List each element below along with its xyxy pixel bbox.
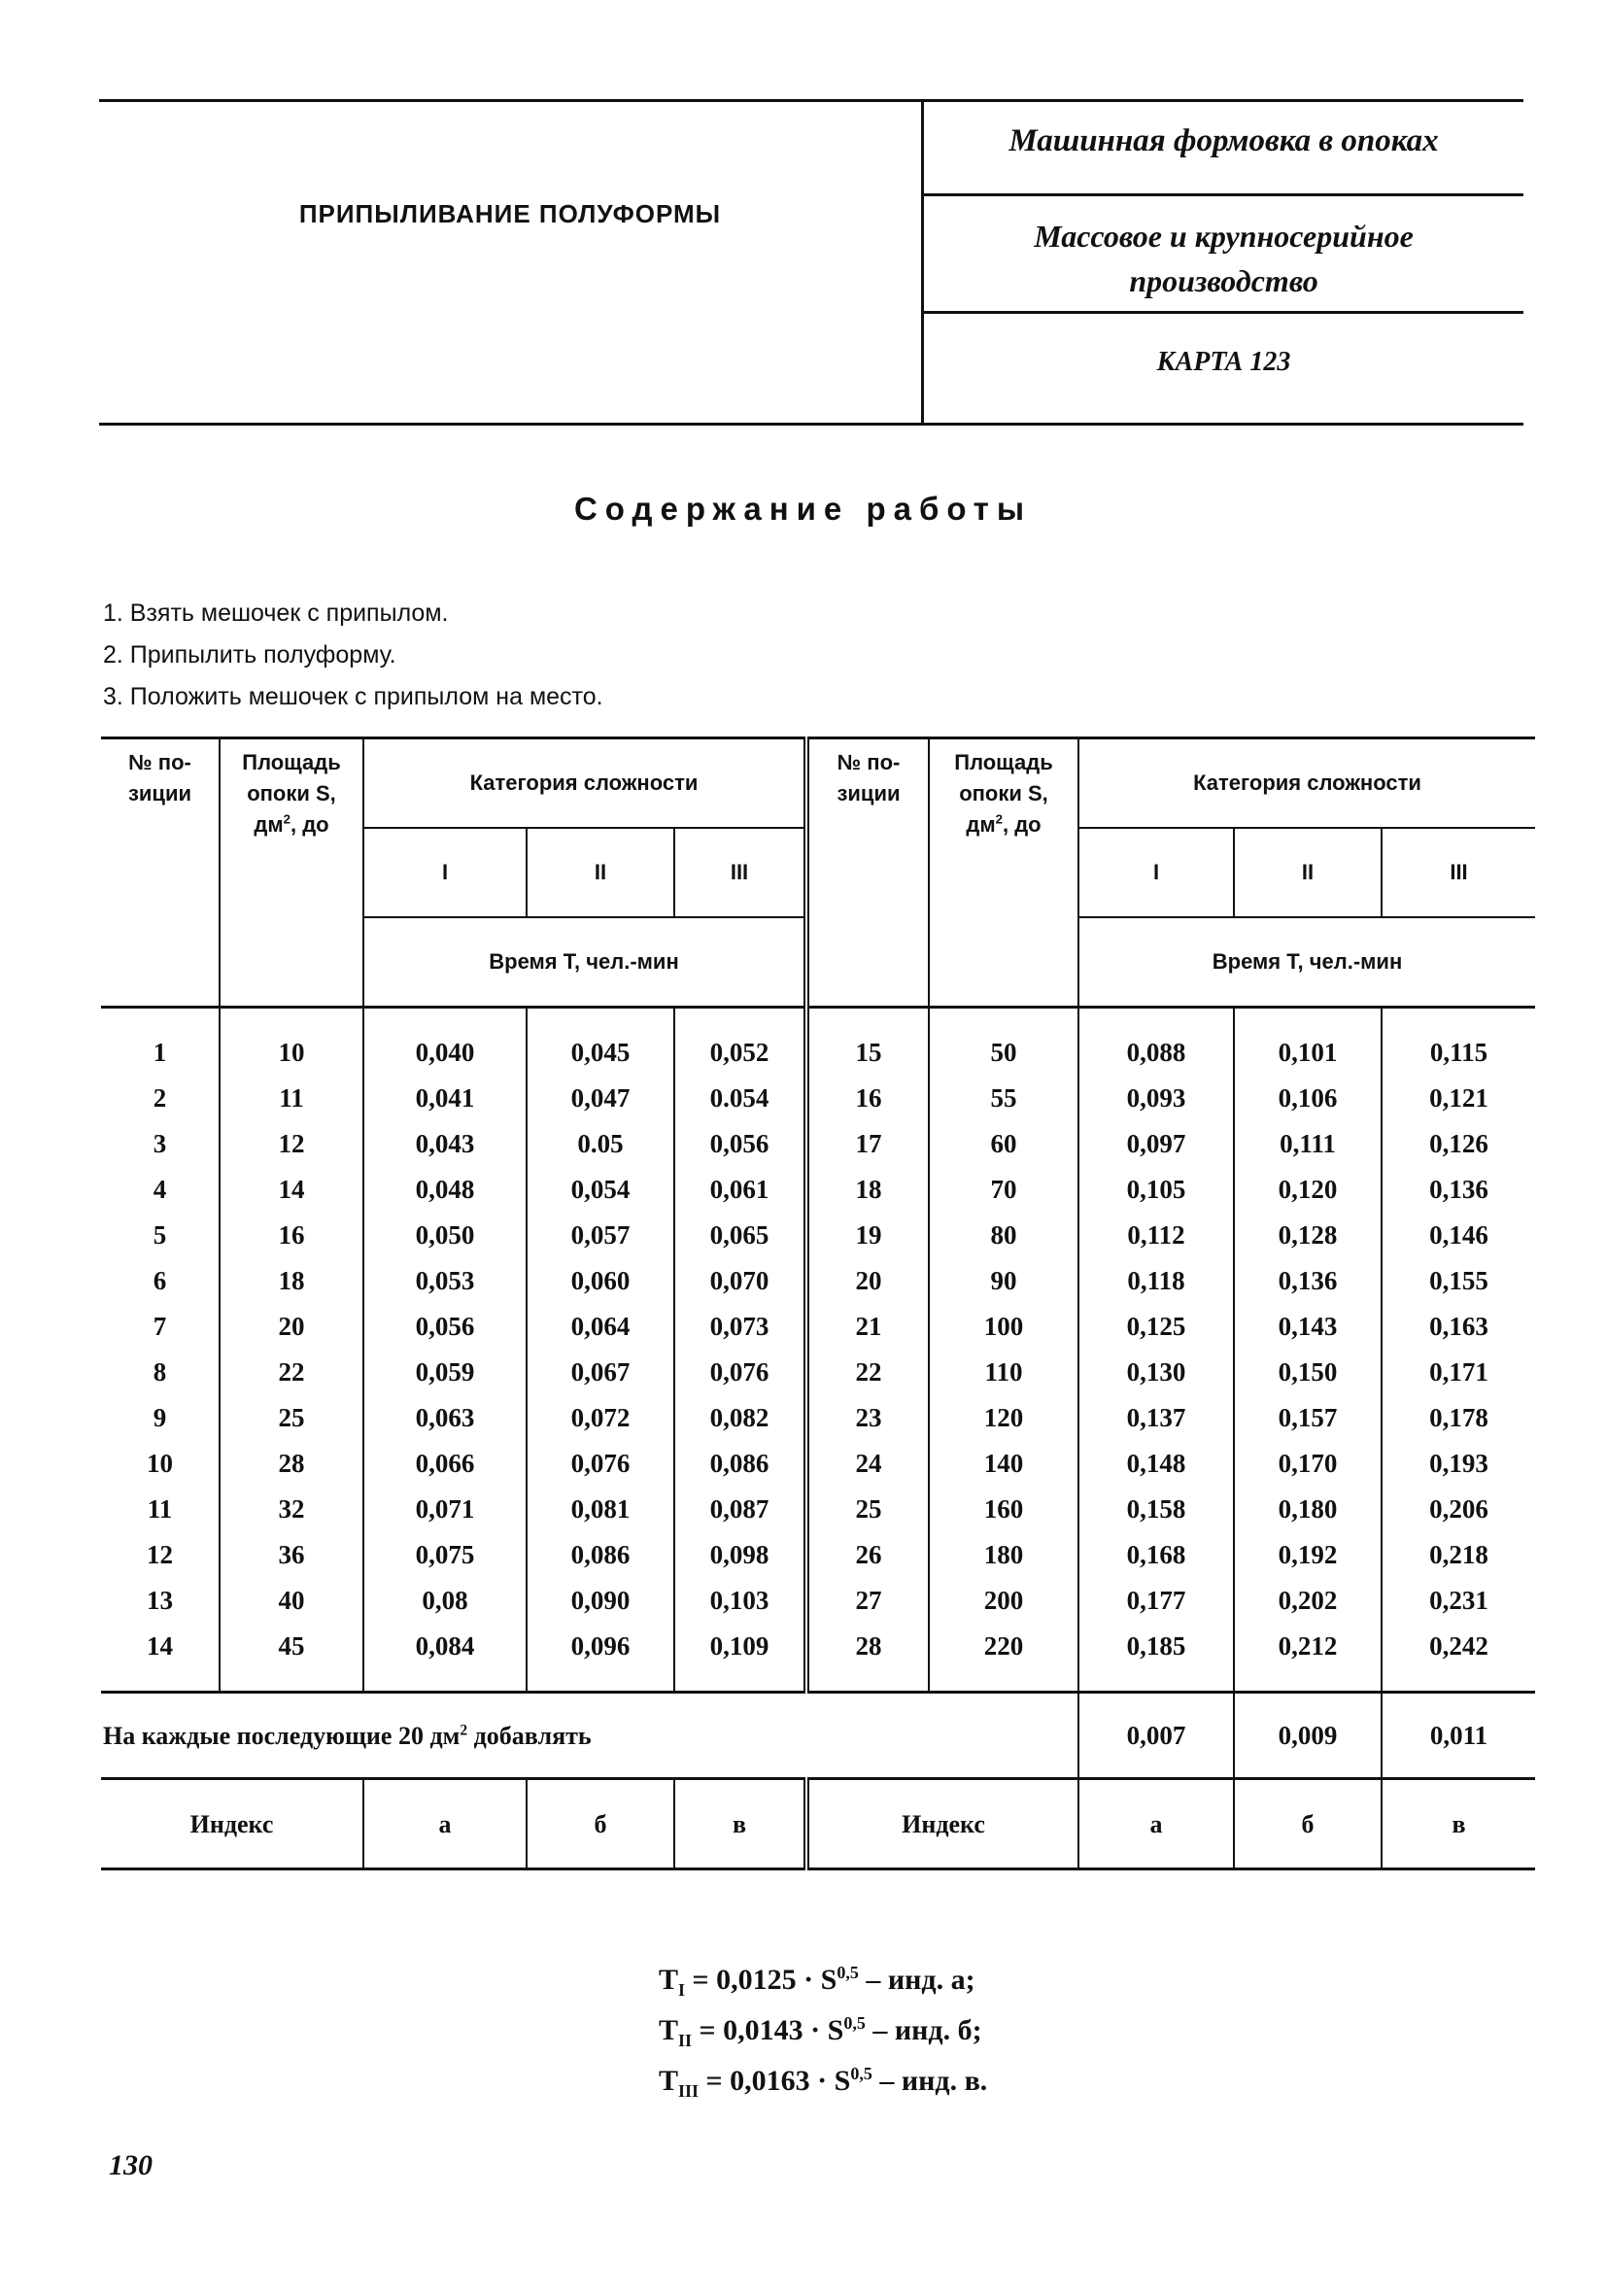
section-title: Содержание работы	[573, 491, 1033, 527]
cell-time-cat-2: 0,101	[1234, 1008, 1382, 1077]
formula-body: = 0,0125 · S	[685, 1964, 837, 1996]
index-value-a: а	[363, 1779, 527, 1869]
formula-exp: 0,5	[850, 2064, 872, 2083]
header-area-line-3	[222, 809, 360, 840]
cell-time-cat-1: 0,043	[363, 1121, 527, 1167]
index-value-a: а	[1078, 1779, 1234, 1869]
cell-time-cat-1: 0,063	[363, 1395, 527, 1441]
cell-time-cat-2: 0,111	[1234, 1121, 1382, 1167]
cell-area: 32	[220, 1487, 363, 1532]
time-norms-table	[101, 737, 1535, 1870]
cell-time-cat-3: 0,086	[674, 1441, 806, 1487]
card-header	[99, 99, 1523, 426]
cell-area: 20	[220, 1304, 363, 1350]
cell-area: 90	[929, 1258, 1078, 1304]
cell-position: 6	[101, 1258, 220, 1304]
header-category-1: I	[363, 828, 527, 917]
header-position	[101, 738, 220, 1008]
cell-time-cat-1: 0,040	[363, 1008, 527, 1077]
cell-time-cat-3: 0,073	[674, 1304, 806, 1350]
cell-time-cat-1: 0,088	[1078, 1008, 1234, 1077]
table-row	[101, 1487, 1535, 1532]
cell-time-cat-1: 0,105	[1078, 1167, 1234, 1213]
index-label: Индекс	[806, 1779, 1078, 1869]
unit-exponent: 2	[283, 811, 290, 827]
table-row	[101, 1121, 1535, 1167]
formula-index: – инд. в.	[871, 2065, 988, 2097]
cell-time-cat-2: 0,202	[1234, 1578, 1382, 1624]
cell-time-cat-1: 0,185	[1078, 1624, 1234, 1693]
cell-position: 1	[101, 1008, 220, 1077]
header-category-3: III	[674, 828, 806, 917]
cell-time-cat-1: 0,130	[1078, 1350, 1234, 1395]
formula-1	[659, 1955, 987, 2005]
cell-time-cat-2: 0,096	[527, 1624, 674, 1693]
formula-sub: III	[678, 2081, 700, 2101]
production-type-line-2: производство	[1129, 263, 1318, 298]
cell-time-cat-3: 0.054	[674, 1076, 806, 1121]
cell-time-cat-1: 0,050	[363, 1213, 527, 1258]
table-row	[101, 1167, 1535, 1213]
cell-position: 8	[101, 1350, 220, 1395]
index-label: Индекс	[101, 1779, 363, 1869]
table-row	[101, 1395, 1535, 1441]
cell-position: 3	[101, 1121, 220, 1167]
cell-time-cat-2: 0,086	[527, 1532, 674, 1578]
increment-value-2: 0,009	[1234, 1693, 1382, 1779]
cell-position: 16	[806, 1076, 929, 1121]
cell-area: 18	[220, 1258, 363, 1304]
cell-area: 12	[220, 1121, 363, 1167]
cell-time-cat-1: 0,137	[1078, 1395, 1234, 1441]
cell-time-cat-1: 0,056	[363, 1304, 527, 1350]
table-row	[101, 1578, 1535, 1624]
cell-area: 40	[220, 1578, 363, 1624]
cell-time-cat-2: 0,045	[527, 1008, 674, 1077]
cell-time-cat-3: 0,065	[674, 1213, 806, 1258]
header-area	[929, 738, 1078, 1008]
header-category-1: I	[1078, 828, 1234, 917]
header-area	[220, 738, 363, 1008]
cell-area: 55	[929, 1076, 1078, 1121]
table-row	[101, 1350, 1535, 1395]
cell-time-cat-2: 0,064	[527, 1304, 674, 1350]
cell-position: 22	[806, 1350, 929, 1395]
cell-time-cat-2: 0,170	[1234, 1441, 1382, 1487]
cell-position: 20	[806, 1258, 929, 1304]
header-area-line-1: Площадь	[242, 750, 341, 774]
increment-text: На каждые последующие 20 дм	[103, 1721, 461, 1750]
cell-position: 17	[806, 1121, 929, 1167]
cell-time-cat-3: 0,136	[1382, 1167, 1535, 1213]
unit-suffix: , до	[290, 812, 329, 837]
cell-time-cat-3: 0,103	[674, 1578, 806, 1624]
header-area-line-2: опоки S,	[247, 781, 336, 805]
formula-index: – инд. а;	[858, 1964, 975, 1996]
cell-area: 50	[929, 1008, 1078, 1077]
cell-time-cat-3: 0,126	[1382, 1121, 1535, 1167]
cell-time-cat-1: 0,158	[1078, 1487, 1234, 1532]
production-type-line-1: Массовое и крупносерийное	[1034, 219, 1414, 254]
cell-area: 160	[929, 1487, 1078, 1532]
cell-time-cat-3: 0,163	[1382, 1304, 1535, 1350]
cell-time-cat-3: 0,231	[1382, 1578, 1535, 1624]
work-step: 2. Припылить полуформу.	[103, 641, 396, 668]
operation-title: ПРИПЫЛИВАНИЕ ПОЛУФОРМЫ	[298, 199, 722, 228]
cell-position: 13	[101, 1578, 220, 1624]
increment-label	[101, 1693, 1078, 1779]
formula-sub: I	[678, 1980, 686, 2000]
cell-time-cat-1: 0,048	[363, 1167, 527, 1213]
table-row	[101, 1304, 1535, 1350]
index-value-b: б	[1234, 1779, 1382, 1869]
cell-time-cat-3: 0,218	[1382, 1532, 1535, 1578]
cell-time-cat-1: 0,093	[1078, 1076, 1234, 1121]
table-row	[101, 1532, 1535, 1578]
cell-time-cat-3: 0,242	[1382, 1624, 1535, 1693]
formula-body: = 0,0163 · S	[699, 2065, 851, 2097]
cell-time-cat-3: 0,082	[674, 1395, 806, 1441]
table-row	[101, 1076, 1535, 1121]
cell-time-cat-2: 0.05	[527, 1121, 674, 1167]
header-rule-2	[924, 311, 1523, 314]
cell-area: 22	[220, 1350, 363, 1395]
cell-area: 110	[929, 1350, 1078, 1395]
cell-area: 16	[220, 1213, 363, 1258]
header-time: Время Т, чел.-мин	[1078, 917, 1535, 1008]
formula-exp: 0,5	[843, 2013, 866, 2033]
cell-position: 5	[101, 1213, 220, 1258]
formula-var: T	[659, 2065, 679, 2097]
cell-time-cat-2: 0,054	[527, 1167, 674, 1213]
cell-time-cat-1: 0,08	[363, 1578, 527, 1624]
cell-time-cat-2: 0,150	[1234, 1350, 1382, 1395]
cell-time-cat-2: 0,057	[527, 1213, 674, 1258]
cell-area: 36	[220, 1532, 363, 1578]
cell-time-cat-3: 0,146	[1382, 1213, 1535, 1258]
cell-time-cat-3: 0,171	[1382, 1350, 1535, 1395]
cell-time-cat-3: 0,206	[1382, 1487, 1535, 1532]
cell-position: 15	[806, 1008, 929, 1077]
header-category: Категория сложности	[363, 738, 806, 829]
process-type: Машинная формовка в опоках	[1008, 123, 1439, 158]
header-position-line-2: зиции	[127, 781, 192, 805]
unit: дм	[254, 812, 284, 837]
cell-time-cat-2: 0,081	[527, 1487, 674, 1532]
formula-body: = 0,0143 · S	[692, 2014, 844, 2046]
cell-time-cat-3: 0,056	[674, 1121, 806, 1167]
cell-time-cat-3: 0,061	[674, 1167, 806, 1213]
formula-2	[659, 2005, 987, 2056]
cell-position: 24	[806, 1441, 929, 1487]
cell-position: 9	[101, 1395, 220, 1441]
work-step: 1. Взять мешочек с припылом.	[103, 600, 449, 627]
cell-time-cat-1: 0,053	[363, 1258, 527, 1304]
card-number: КАРТА 123	[1156, 347, 1291, 377]
cell-position: 4	[101, 1167, 220, 1213]
cell-time-cat-3: 0,115	[1382, 1008, 1535, 1077]
cell-area: 200	[929, 1578, 1078, 1624]
cell-position: 12	[101, 1532, 220, 1578]
table-row	[101, 1213, 1535, 1258]
cell-area: 120	[929, 1395, 1078, 1441]
header-position-line-1: № по-	[837, 750, 901, 774]
cell-time-cat-3: 0,076	[674, 1350, 806, 1395]
cell-area: 80	[929, 1213, 1078, 1258]
header-category: Категория сложности	[1078, 738, 1535, 829]
table-row	[101, 1008, 1535, 1077]
cell-time-cat-3: 0,087	[674, 1487, 806, 1532]
cell-area: 11	[220, 1076, 363, 1121]
cell-time-cat-2: 0,060	[527, 1258, 674, 1304]
cell-position: 10	[101, 1441, 220, 1487]
cell-position: 18	[806, 1167, 929, 1213]
cell-time-cat-1: 0,177	[1078, 1578, 1234, 1624]
cell-time-cat-1: 0,066	[363, 1441, 527, 1487]
formula-var: T	[659, 2014, 679, 2046]
index-value-b: б	[527, 1779, 674, 1869]
cell-time-cat-1: 0,112	[1078, 1213, 1234, 1258]
table-row	[101, 1624, 1535, 1693]
cell-time-cat-2: 0,106	[1234, 1076, 1382, 1121]
cell-area: 10	[220, 1008, 363, 1077]
cell-position: 7	[101, 1304, 220, 1350]
production-type	[924, 214, 1523, 303]
index-value-v: в	[674, 1779, 806, 1869]
cell-time-cat-1: 0,148	[1078, 1441, 1234, 1487]
cell-time-cat-2: 0,076	[527, 1441, 674, 1487]
cell-area: 140	[929, 1441, 1078, 1487]
cell-position: 21	[806, 1304, 929, 1350]
increment-value-1: 0,007	[1078, 1693, 1234, 1779]
cell-time-cat-1: 0,071	[363, 1487, 527, 1532]
cell-time-cat-3: 0,121	[1382, 1076, 1535, 1121]
header-area-line-2: опоки S,	[959, 781, 1048, 805]
table-row	[101, 1441, 1535, 1487]
header-position	[806, 738, 929, 1008]
cell-time-cat-1: 0,059	[363, 1350, 527, 1395]
header-category-2: II	[527, 828, 674, 917]
cell-position: 14	[101, 1624, 220, 1693]
cell-time-cat-3: 0,070	[674, 1258, 806, 1304]
header-area-line-1: Площадь	[954, 750, 1053, 774]
cell-time-cat-1: 0,075	[363, 1532, 527, 1578]
cell-time-cat-2: 0,072	[527, 1395, 674, 1441]
header-category-3: III	[1382, 828, 1535, 917]
cell-time-cat-2: 0,128	[1234, 1213, 1382, 1258]
cell-time-cat-1: 0,125	[1078, 1304, 1234, 1350]
cell-position: 23	[806, 1395, 929, 1441]
work-steps	[103, 593, 603, 718]
cell-time-cat-1: 0,084	[363, 1624, 527, 1693]
header-position-line-1: № по-	[128, 750, 191, 774]
cell-time-cat-2: 0,067	[527, 1350, 674, 1395]
formula-3	[659, 2056, 987, 2107]
cell-time-cat-2: 0,157	[1234, 1395, 1382, 1441]
cell-area: 180	[929, 1532, 1078, 1578]
increment-exponent: 2	[460, 1721, 468, 1738]
cell-area: 45	[220, 1624, 363, 1693]
cell-position: 27	[806, 1578, 929, 1624]
unit: дм	[966, 812, 996, 837]
formulas	[659, 1955, 987, 2107]
cell-area: 28	[220, 1441, 363, 1487]
formula-index: – инд. б;	[865, 2014, 982, 2046]
cell-time-cat-1: 0,041	[363, 1076, 527, 1121]
cell-area: 220	[929, 1624, 1078, 1693]
cell-area: 70	[929, 1167, 1078, 1213]
table-row	[101, 1258, 1535, 1304]
increment-value-3: 0,011	[1382, 1693, 1535, 1779]
unit-suffix: , до	[1002, 812, 1042, 837]
header-time: Время Т, чел.-мин	[363, 917, 806, 1008]
cell-time-cat-2: 0,143	[1234, 1304, 1382, 1350]
cell-time-cat-2: 0,090	[527, 1578, 674, 1624]
cell-area: 100	[929, 1304, 1078, 1350]
cell-time-cat-1: 0,168	[1078, 1532, 1234, 1578]
cell-time-cat-3: 0,109	[674, 1624, 806, 1693]
cell-time-cat-2: 0,180	[1234, 1487, 1382, 1532]
cell-position: 2	[101, 1076, 220, 1121]
index-value-v: в	[1382, 1779, 1535, 1869]
cell-time-cat-1: 0,118	[1078, 1258, 1234, 1304]
header-rule-1	[924, 193, 1523, 196]
formula-sub: II	[678, 2031, 693, 2050]
header-area-line-3	[932, 809, 1076, 840]
cell-time-cat-2: 0,192	[1234, 1532, 1382, 1578]
cell-time-cat-3: 0,178	[1382, 1395, 1535, 1441]
cell-time-cat-2: 0,047	[527, 1076, 674, 1121]
cell-time-cat-2: 0,136	[1234, 1258, 1382, 1304]
cell-time-cat-1: 0,097	[1078, 1121, 1234, 1167]
cell-time-cat-3: 0,052	[674, 1008, 806, 1077]
cell-position: 25	[806, 1487, 929, 1532]
cell-position: 19	[806, 1213, 929, 1258]
cell-position: 11	[101, 1487, 220, 1532]
table-body	[101, 1008, 1535, 1693]
work-step: 3. Положить мешочек с припылом на место.	[103, 683, 603, 710]
cell-area: 60	[929, 1121, 1078, 1167]
page-number: 130	[109, 2149, 153, 2181]
cell-time-cat-3: 0,098	[674, 1532, 806, 1578]
increment-text-end: добавлять	[467, 1721, 592, 1750]
cell-time-cat-3: 0,155	[1382, 1258, 1535, 1304]
cell-position: 26	[806, 1532, 929, 1578]
cell-time-cat-3: 0,193	[1382, 1441, 1535, 1487]
cell-position: 28	[806, 1624, 929, 1693]
header-category-2: II	[1234, 828, 1382, 917]
header-position-line-2: зиции	[837, 781, 901, 805]
cell-area: 14	[220, 1167, 363, 1213]
unit-exponent: 2	[995, 811, 1003, 827]
formula-var: T	[659, 1964, 679, 1996]
formula-exp: 0,5	[837, 1963, 859, 1982]
cell-time-cat-2: 0,120	[1234, 1167, 1382, 1213]
cell-area: 25	[220, 1395, 363, 1441]
cell-time-cat-2: 0,212	[1234, 1624, 1382, 1693]
